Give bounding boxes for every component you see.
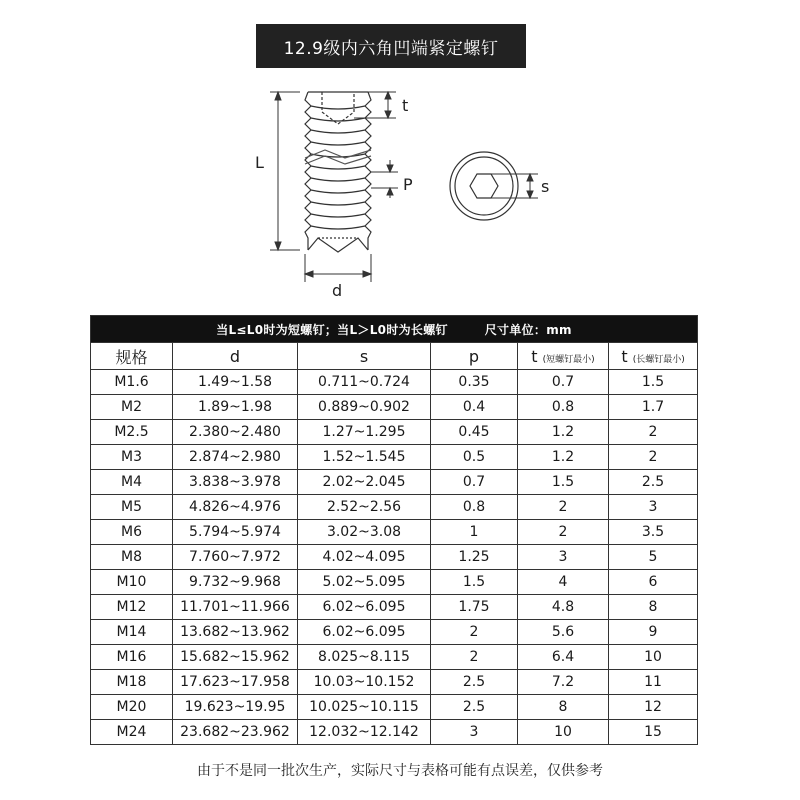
cell-d: 15.682~15.962	[173, 645, 298, 670]
header-s: s	[298, 343, 431, 370]
cell-spec: M4	[91, 470, 173, 495]
cell-spec: M16	[91, 645, 173, 670]
dimension-L	[270, 92, 300, 250]
header-t-long-symbol: t	[621, 346, 628, 366]
cell-t-short: 2	[518, 520, 609, 545]
cell-t-long: 12	[609, 695, 698, 720]
dimension-d	[305, 254, 371, 282]
cell-d: 3.838~3.978	[173, 470, 298, 495]
cell-d: 19.623~19.95	[173, 695, 298, 720]
cell-spec: M10	[91, 570, 173, 595]
cell-spec: M3	[91, 445, 173, 470]
cell-t-long: 2	[609, 445, 698, 470]
cell-t-long: 1.7	[609, 395, 698, 420]
cell-s: 6.02~6.095	[298, 620, 431, 645]
cell-p: 1.75	[431, 595, 518, 620]
header-spec: 规格	[91, 343, 173, 370]
cell-p: 1.5	[431, 570, 518, 595]
cell-d: 23.682~23.962	[173, 720, 298, 745]
cell-p: 1.25	[431, 545, 518, 570]
cell-t-long: 2.5	[609, 470, 698, 495]
cell-s: 10.025~10.115	[298, 695, 431, 720]
cell-s: 2.02~2.045	[298, 470, 431, 495]
cell-t-long: 5	[609, 545, 698, 570]
dimension-t	[354, 92, 396, 118]
label-s: s	[541, 177, 550, 196]
footer-note: 由于不是同一批次生产，实际尺寸与表格可能有点误差，仅供参考	[197, 763, 603, 779]
cell-spec: M18	[91, 670, 173, 695]
cell-t-short: 1.2	[518, 445, 609, 470]
cell-d: 4.826~4.976	[173, 495, 298, 520]
cell-t-long: 8	[609, 595, 698, 620]
cell-s: 2.52~2.56	[298, 495, 431, 520]
cell-t-long: 9	[609, 620, 698, 645]
cell-p: 2.5	[431, 670, 518, 695]
cell-t-short: 1.2	[518, 420, 609, 445]
table-body	[91, 370, 698, 745]
label-L: L	[255, 153, 264, 172]
cell-s: 5.02~5.095	[298, 570, 431, 595]
page-title-text: 12.9级内六角凹端紧定螺钉	[283, 38, 499, 59]
cell-p: 0.4	[431, 395, 518, 420]
cell-t-short: 6.4	[518, 645, 609, 670]
dimension-P	[371, 160, 398, 198]
cell-t-long: 6	[609, 570, 698, 595]
table-row	[91, 370, 698, 395]
cell-s: 3.02~3.08	[298, 520, 431, 545]
cell-s: 12.032~12.142	[298, 720, 431, 745]
cell-t-short: 1.5	[518, 470, 609, 495]
cell-t-short: 2	[518, 495, 609, 520]
cell-s: 10.03~10.152	[298, 670, 431, 695]
cell-t-long: 2	[609, 420, 698, 445]
table-row	[91, 495, 698, 520]
cell-s: 0.889~0.902	[298, 395, 431, 420]
cell-p: 1	[431, 520, 518, 545]
cell-t-long: 3	[609, 495, 698, 520]
cell-p: 0.35	[431, 370, 518, 395]
cell-p: 0.7	[431, 470, 518, 495]
cell-t-short: 5.6	[518, 620, 609, 645]
cell-t-short: 7.2	[518, 670, 609, 695]
cell-s: 1.52~1.545	[298, 445, 431, 470]
cell-d: 5.794~5.974	[173, 520, 298, 545]
table-row	[91, 645, 698, 670]
cell-spec: M1.6	[91, 370, 173, 395]
cell-t-long: 10	[609, 645, 698, 670]
cell-t-short: 0.8	[518, 395, 609, 420]
header-t-short-note: (短螺钉最小)	[542, 354, 595, 365]
table-row	[91, 420, 698, 445]
label-t: t	[402, 96, 409, 115]
header-t-long	[609, 343, 698, 370]
table-note: 当L≤L0时为短螺钉；当L＞L0时为长螺钉 尺寸单位：mm	[91, 316, 698, 343]
table-row	[91, 395, 698, 420]
header-t-short-symbol: t	[531, 346, 538, 366]
cell-d: 7.760~7.972	[173, 545, 298, 570]
cell-t-short: 3	[518, 545, 609, 570]
spec-table	[90, 315, 698, 745]
cell-t-short: 8	[518, 695, 609, 720]
cell-d: 13.682~13.962	[173, 620, 298, 645]
cell-t-short: 10	[518, 720, 609, 745]
table-note-row	[91, 316, 698, 343]
cell-t-short: 4	[518, 570, 609, 595]
cell-d: 1.89~1.98	[173, 395, 298, 420]
cell-d: 2.874~2.980	[173, 445, 298, 470]
cell-s: 4.02~4.095	[298, 545, 431, 570]
cell-p: 0.45	[431, 420, 518, 445]
cell-t-long: 11	[609, 670, 698, 695]
cell-p: 2	[431, 620, 518, 645]
cell-spec: M5	[91, 495, 173, 520]
screw-side-view	[305, 92, 371, 252]
cell-p: 3	[431, 720, 518, 745]
table-row	[91, 695, 698, 720]
label-P: P	[403, 175, 413, 194]
table-row	[91, 670, 698, 695]
cell-spec: M12	[91, 595, 173, 620]
cell-spec: M8	[91, 545, 173, 570]
table-row	[91, 545, 698, 570]
cell-s: 0.711~0.724	[298, 370, 431, 395]
table-row	[91, 470, 698, 495]
cell-t-long: 3.5	[609, 520, 698, 545]
cell-d: 2.380~2.480	[173, 420, 298, 445]
cell-d: 17.623~17.958	[173, 670, 298, 695]
header-t-short	[518, 343, 609, 370]
table-row	[91, 595, 698, 620]
header-t-long-note: (长螺钉最小)	[632, 354, 685, 365]
cell-s: 8.025~8.115	[298, 645, 431, 670]
cell-p: 2.5	[431, 695, 518, 720]
table-row	[91, 445, 698, 470]
cell-s: 1.27~1.295	[298, 420, 431, 445]
table-row	[91, 570, 698, 595]
cell-t-long: 1.5	[609, 370, 698, 395]
cell-spec: M2	[91, 395, 173, 420]
cell-t-short: 4.8	[518, 595, 609, 620]
cell-s: 6.02~6.095	[298, 595, 431, 620]
screw-end-view	[450, 152, 518, 220]
cell-d: 1.49~1.58	[173, 370, 298, 395]
cell-d: 9.732~9.968	[173, 570, 298, 595]
cell-spec: M20	[91, 695, 173, 720]
cell-spec: M24	[91, 720, 173, 745]
header-d: d	[173, 343, 298, 370]
cell-spec: M6	[91, 520, 173, 545]
table-row	[91, 620, 698, 645]
cell-p: 0.5	[431, 445, 518, 470]
cell-p: 2	[431, 645, 518, 670]
cell-spec: M14	[91, 620, 173, 645]
cell-d: 11.701~11.966	[173, 595, 298, 620]
screw-drawing	[0, 0, 800, 310]
cell-t-short: 0.7	[518, 370, 609, 395]
table-header-row	[91, 343, 698, 370]
cell-p: 0.8	[431, 495, 518, 520]
header-p: p	[431, 343, 518, 370]
cell-spec: M2.5	[91, 420, 173, 445]
cell-t-long: 15	[609, 720, 698, 745]
table-row	[91, 720, 698, 745]
label-d: d	[332, 281, 343, 300]
table-row	[91, 520, 698, 545]
